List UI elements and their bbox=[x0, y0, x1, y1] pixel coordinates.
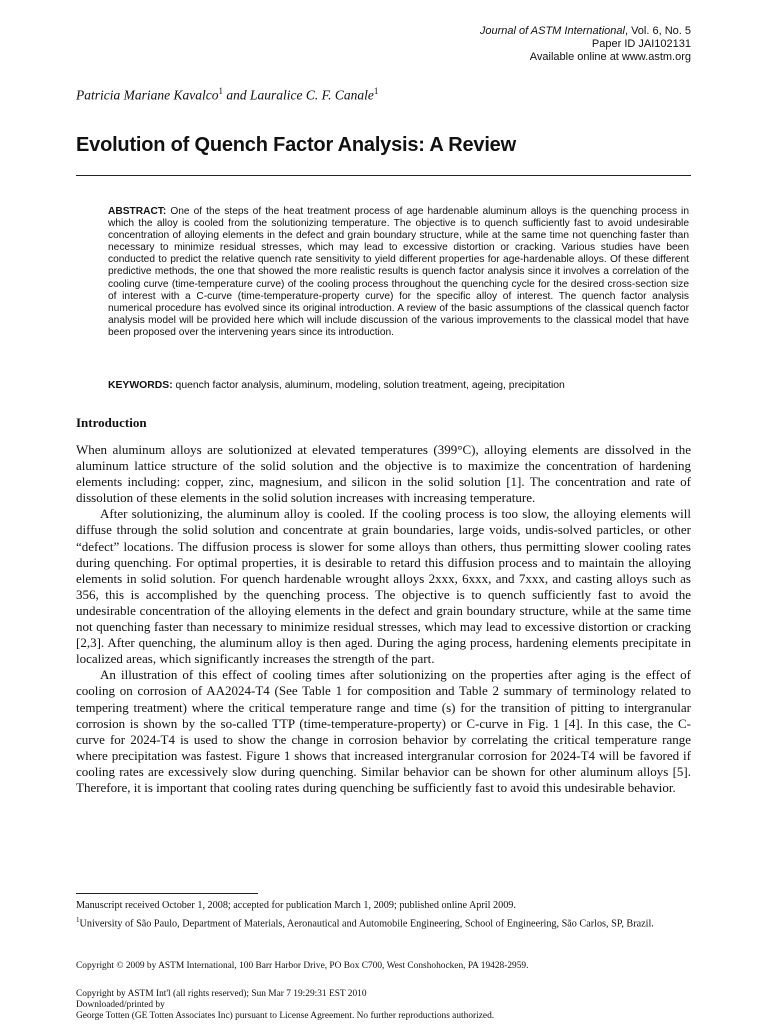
journal-header bbox=[480, 25, 691, 64]
footnote-divider bbox=[76, 893, 258, 894]
paragraph: After solutionizing, the aluminum alloy is cooled. If the cooling process is too slow, the alloying elements will diffuse through the solid solution and concentrate at grain boundaries, large voids, undis-solved particles, or other “defect” locations. The diffusion process is slower for some alloys than others, thus permitting slower cooling rates during quenching. For optimal properties, it is desirable to retard this diffusion process and to maintain the alloying elements in solid solution. For quench hardenable wrought alloys 2xxx, 6xxx, and 7xxx, and casting alloys such as 356, this is accomplished by the quenching process. The objective is to quench sufficiently fast to avoid the undesirable concentration of the alloying elements in the defect and grain boundary structure, while at the same time not quenching faster than necessary to minimize residual stresses, which may lead to excessive distortion or cracking [2,3]. After quenching, the aluminum alloy is then aged. During the aging process, hardening elements precipitate in localized areas, which significantly increases the strength of the part. bbox=[76, 506, 691, 667]
abstract bbox=[108, 206, 689, 339]
keywords-label: KEYWORDS: bbox=[108, 380, 173, 391]
author-conjunction: and bbox=[222, 87, 250, 103]
journal-name: Journal of ASTM International bbox=[479, 25, 625, 37]
copyright-notice: Copyright © 2009 by ASTM International, 100 Barr Harbor Drive, PO Box C700, West Conshohocken, PA 19428-2959. bbox=[76, 961, 529, 971]
download-line: Copyright by ASTM Int'l (all rights reserved); Sun Mar 7 19:29:31 EST 2010 bbox=[76, 989, 367, 999]
affiliation-text: University of São Paulo, Department of Materials, Aeronautical and Automobile Engineering, School of Engineering, São Carlos, SP, Brazil. bbox=[79, 918, 654, 930]
author-line bbox=[76, 86, 378, 104]
paper-title: Evolution of Quench Factor Analysis: A Review bbox=[76, 134, 516, 156]
paragraph: When aluminum alloys are solutionized at elevated temperatures (399°C), alloying elements are dissolved in the aluminum lattice structure of the solid solution and the objective is to maximize the concentration of hardening elements including: copper, zinc, magnesium, and silicon in the solid solution [1]. The concentration and rate of dissolution of these elements in the solid solution increases with increasing temperature. bbox=[76, 442, 691, 506]
affiliation-marker: 1 bbox=[76, 916, 80, 924]
keywords bbox=[108, 380, 689, 392]
affiliation-marker: 1 bbox=[373, 86, 379, 96]
paragraph: An illustration of this effect of cooling times after solutionizing on the properties after aging is the effect of cooling on corrosion of AA2024-T4 (See Table 1 for composition and Table 2 summary of terminology related to tempering treatment) where the critical temperature range and time (s) for the transition of pitting to intergranular corrosion is shown by the so-called TTP (time-temperature-property) or C-curve in Fig. 1 [4]. In this case, the C-curve for 2024-T4 is used to show the change in corrosion behavior by correlating the critical temperature range where precipitation was fastest. Figure 1 shows that increased intergranular corrosion for 2024-T4 will be favored if cooling rates are excessively slow during quenching. Similar behavior can be shown for other aluminum alloys [5]. Therefore, it is important that cooling rates during quenching be sufficiently fast to avoid this undesirable behavior. bbox=[76, 667, 691, 795]
affiliation-note bbox=[76, 913, 691, 931]
download-line: Downloaded/printed by bbox=[76, 1000, 165, 1011]
paper-id: Paper ID JAI102131 bbox=[591, 38, 691, 50]
abstract-label: ABSTRACT: bbox=[108, 206, 167, 217]
footnotes bbox=[76, 898, 691, 931]
journal-issue: , Vol. 6, No. 5 bbox=[624, 25, 691, 37]
author-name: Patricia Mariane Kavalco bbox=[76, 87, 219, 103]
manuscript-dates: Manuscript received October 1, 2008; accepted for publication March 1, 2009; published online April 2009. bbox=[76, 900, 516, 911]
availability-note: Available online at www.astm.org bbox=[529, 51, 691, 63]
affiliation-marker: 1 bbox=[218, 86, 223, 96]
download-notice bbox=[76, 989, 494, 1023]
abstract-text: One of the steps of the heat treatment process of age hardenable aluminum alloys is the quenching process in which the alloy is cooled from the solutionizing temperature. The objective is to quench sufficiently fast to avoid undesirable concentration of alloying elements in the defect and grain boundary structure, while at the same time not quenching faster than necessary to minimize residual stresses, which may lead to excessive distortion or cracking. Various studies have been conducted to predict the relative quench rate sensitivity to yield different properties for age-hardenable alloys. Of these different predictive methods, the one that showed the more realistic results is quench factor analysis since it involves a correlation of the cooling curve (time-temperature curve) of the cooling process throughout the quenching cycle for the desired cross-section size of interest with a C-curve (time-temperature-property curve) for the specific alloy of interest. The quench factor analysis numerical procedure has evolved since its original introduction. A review of the basic assumptions of the classical quench factor analysis model will be provided here which will include discussion of the various improvements to the classical model that have been proposed over the intervening years since its introduction. bbox=[108, 206, 689, 338]
body-text bbox=[76, 442, 691, 796]
journal-citation bbox=[480, 25, 691, 38]
title-divider bbox=[76, 175, 691, 176]
keywords-text: quench factor analysis, aluminum, modeling, solution treatment, ageing, precipitation bbox=[172, 380, 565, 391]
section-heading: Introduction bbox=[76, 415, 147, 430]
download-line: George Totten (GE Totten Associates Inc) pursuant to License Agreement. No further reproductions authorized. bbox=[76, 1011, 495, 1022]
author-name: Lauralice C. F. Canale bbox=[249, 87, 374, 103]
